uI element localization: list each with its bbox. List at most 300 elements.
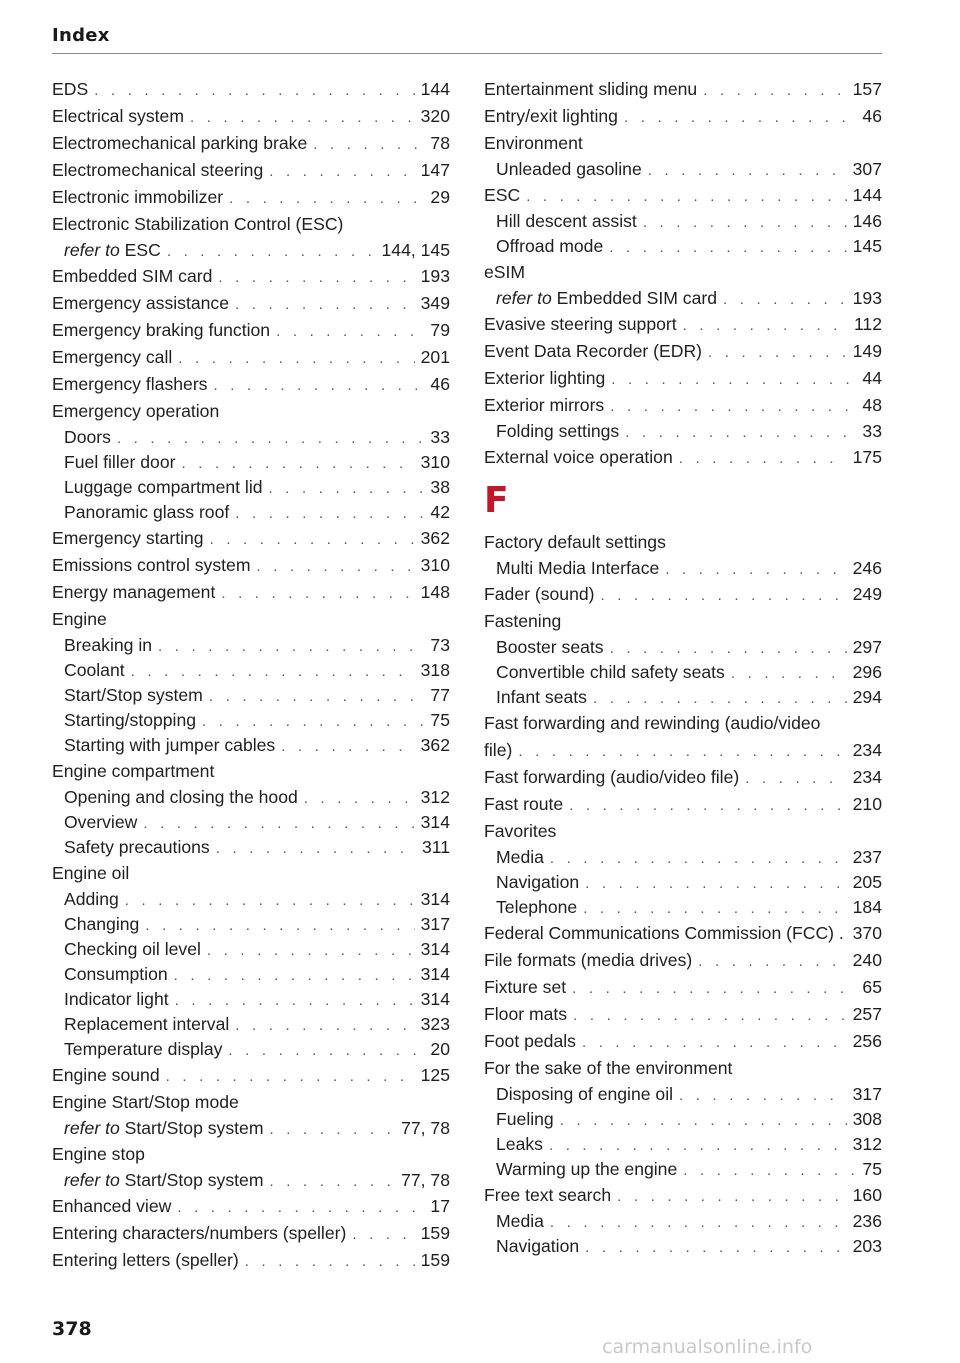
page-ref: 112 xyxy=(853,314,882,334)
entry-text: Free text search xyxy=(484,1185,612,1205)
entry-text: Folding settings xyxy=(496,421,620,441)
dot-leader xyxy=(679,445,847,471)
index-subentry xyxy=(484,1234,882,1259)
page-ref: 257 xyxy=(852,1004,882,1024)
dot-leader xyxy=(235,501,424,525)
index-entry xyxy=(484,947,882,974)
dot-leader xyxy=(610,636,847,660)
dot-leader xyxy=(213,372,424,398)
page-ref: 33 xyxy=(862,421,882,441)
index-subentry xyxy=(52,633,450,658)
entry-text: Telephone xyxy=(496,897,578,917)
index-subentry xyxy=(484,895,882,920)
index-subentry xyxy=(484,209,882,234)
dot-leader xyxy=(281,734,414,758)
entry-text: Enhanced view xyxy=(52,1196,172,1216)
index-subentry xyxy=(484,1132,882,1157)
index-entry xyxy=(52,1062,450,1089)
entry-text: Emergency call xyxy=(52,347,173,367)
index-subentry xyxy=(52,1116,450,1141)
dot-leader xyxy=(648,158,847,182)
entry-text: Navigation xyxy=(496,1236,580,1256)
dot-leader xyxy=(207,938,415,962)
dot-leader xyxy=(569,792,846,818)
page-ref: 48 xyxy=(862,395,882,415)
dot-leader xyxy=(269,1117,395,1141)
entry-text: ESC xyxy=(124,240,161,260)
entry-text: Emergency flashers xyxy=(52,374,208,394)
entry-text: EDS xyxy=(52,79,89,99)
page-ref: 148 xyxy=(420,582,450,602)
dot-leader xyxy=(229,185,424,211)
dot-leader xyxy=(167,239,376,263)
entry-text: Emissions control system xyxy=(52,555,251,575)
page-ref: 308 xyxy=(852,1109,882,1129)
dot-leader xyxy=(610,393,856,419)
entry-text: Electromechanical parking brake xyxy=(52,133,308,153)
index-heading: Favorites xyxy=(484,821,557,841)
entry-text: Entering letters (speller) xyxy=(52,1250,239,1270)
page-ref: 312 xyxy=(420,787,450,807)
page-ref: 46 xyxy=(430,374,450,394)
page-ref: 144 xyxy=(420,79,450,99)
page-ref: 78 xyxy=(430,133,450,153)
page-ref: 46 xyxy=(862,106,882,126)
index-subentry xyxy=(52,425,450,450)
page-ref: 234 xyxy=(852,740,882,760)
dot-leader xyxy=(210,526,415,552)
index-subentry xyxy=(52,733,450,758)
page-ref: 317 xyxy=(852,1084,882,1104)
entry-text: Entering characters/numbers (speller) xyxy=(52,1223,347,1243)
page-ref: 314 xyxy=(420,889,450,909)
page-ref: 38 xyxy=(430,477,450,497)
entry-text: Emergency assistance xyxy=(52,293,229,313)
index-entry xyxy=(52,76,450,103)
page-ref: 44 xyxy=(862,368,882,388)
page-ref: 75 xyxy=(430,710,450,730)
page-ref: 249 xyxy=(852,584,882,604)
dot-leader xyxy=(550,846,847,870)
entry-text: Opening and closing the hood xyxy=(64,787,298,807)
index-heading: Fast forwarding and rewinding (audio/video xyxy=(484,713,821,733)
entry-text: Entry/exit lighting xyxy=(484,106,618,126)
index-subentry xyxy=(484,157,882,182)
entry-text: Fueling xyxy=(496,1109,554,1129)
dot-leader xyxy=(625,420,856,444)
index-subentry xyxy=(52,475,450,500)
entry-text: Embedded SIM card xyxy=(556,288,718,308)
dot-leader xyxy=(235,1013,414,1037)
dot-leader xyxy=(550,1210,847,1234)
entry-text: Disposing of engine oil xyxy=(496,1084,674,1104)
dot-leader xyxy=(94,77,414,103)
entry-text: Safety precautions xyxy=(64,837,210,857)
index-subentry xyxy=(52,658,450,683)
page-ref: 175 xyxy=(852,447,882,467)
dot-leader xyxy=(593,686,847,710)
dot-leader xyxy=(125,888,415,912)
entry-text: Multi Media Interface xyxy=(496,558,660,578)
index-heading: Engine stop xyxy=(52,1144,145,1164)
page-ref: 314 xyxy=(420,812,450,832)
index-heading: Electronic Stabilization Control (ESC) xyxy=(52,214,344,234)
dot-leader xyxy=(683,1158,856,1182)
index-entry xyxy=(484,392,882,419)
index-heading: Engine Start/Stop mode xyxy=(52,1092,239,1112)
refer-to-label: refer to xyxy=(64,1118,120,1138)
entry-text: Unleaded gasoline xyxy=(496,159,642,179)
entry-text: Booster seats xyxy=(496,637,604,657)
entry-text: Embedded SIM card xyxy=(52,266,213,286)
index-entry xyxy=(52,157,450,184)
dot-leader xyxy=(745,765,846,791)
dot-leader xyxy=(158,634,424,658)
index-entry xyxy=(484,1182,882,1209)
dot-leader xyxy=(703,77,846,103)
index-entry xyxy=(52,263,450,290)
dot-leader xyxy=(352,1221,414,1247)
page-ref: 65 xyxy=(862,977,882,997)
index-subentry xyxy=(52,785,450,810)
dot-leader xyxy=(143,811,414,835)
page-ref: 193 xyxy=(852,288,882,308)
entry-text: Coolant xyxy=(64,660,125,680)
page-ref: 307 xyxy=(852,159,882,179)
dot-leader xyxy=(643,210,847,234)
page-ref: 20 xyxy=(430,1039,450,1059)
dot-leader xyxy=(665,557,846,581)
index-subentry xyxy=(52,835,450,860)
index-subentry xyxy=(52,987,450,1012)
page-ref: 311 xyxy=(421,837,450,857)
dot-leader xyxy=(177,1194,424,1220)
index-entry xyxy=(52,1220,450,1247)
dot-leader xyxy=(166,1063,415,1089)
page-ref: 314 xyxy=(420,939,450,959)
page-ref: 203 xyxy=(852,1236,882,1256)
entry-text: Replacement interval xyxy=(64,1014,230,1034)
index-entry xyxy=(52,344,450,371)
page-ref: 17 xyxy=(430,1196,450,1216)
index-heading: For the sake of the environment xyxy=(484,1058,733,1078)
page-ref: 77 xyxy=(430,685,450,705)
index-subentry xyxy=(52,683,450,708)
page-ref: 297 xyxy=(852,637,882,657)
index-subentry xyxy=(484,1209,882,1234)
index-entry xyxy=(52,1193,450,1220)
page-ref: 157 xyxy=(852,79,882,99)
dot-leader xyxy=(181,451,414,475)
index-entry xyxy=(484,791,882,818)
index-entry xyxy=(484,764,882,791)
entry-text: Overview xyxy=(64,812,138,832)
entry-text: Convertible child safety seats xyxy=(496,662,725,682)
page-ref: 237 xyxy=(852,847,882,867)
entry-text: External voice operation xyxy=(484,447,673,467)
index-subentry xyxy=(52,450,450,475)
page-ref: 193 xyxy=(420,266,450,286)
dot-leader xyxy=(582,1029,847,1055)
dot-leader xyxy=(679,1083,847,1107)
dot-leader xyxy=(178,345,414,371)
dot-leader xyxy=(117,426,424,450)
entry-text: Doors xyxy=(64,427,111,447)
dot-leader xyxy=(145,913,414,937)
entry-text: Fast forwarding (audio/video file) xyxy=(484,767,740,787)
index-subentry xyxy=(484,1157,882,1182)
index-entry xyxy=(52,290,450,317)
dot-leader xyxy=(583,896,846,920)
index-section-letter: F xyxy=(484,480,509,521)
page-ref: 205 xyxy=(852,872,882,892)
entry-text: File formats (media drives) xyxy=(484,950,693,970)
page-ref: 210 xyxy=(852,794,882,814)
index-column-left xyxy=(52,76,450,1274)
dot-leader xyxy=(218,264,414,290)
page-ref: 184 xyxy=(852,897,882,917)
index-subentry xyxy=(484,635,882,660)
dot-leader xyxy=(245,1248,415,1274)
index-heading: Engine compartment xyxy=(52,761,215,781)
entry-text: Starting/stopping xyxy=(64,710,197,730)
dot-leader xyxy=(723,287,847,311)
dot-leader xyxy=(313,131,424,157)
entry-text: file) xyxy=(484,740,513,760)
entry-text: Navigation xyxy=(496,872,580,892)
refer-to-label: refer to xyxy=(64,1170,120,1190)
entry-text: Changing xyxy=(64,914,140,934)
entry-text: Start/Stop system xyxy=(124,1118,264,1138)
entry-text: Warming up the engine xyxy=(496,1159,678,1179)
entry-text: Energy management xyxy=(52,582,216,602)
dot-leader xyxy=(256,553,414,579)
dot-leader xyxy=(276,318,424,344)
dot-leader xyxy=(216,836,416,860)
entry-text: Entertainment sliding menu xyxy=(484,79,698,99)
index-entry xyxy=(52,184,450,211)
page-ref: 77, 78 xyxy=(401,1170,450,1190)
index-subentry xyxy=(52,1168,450,1193)
entry-text: Temperature display xyxy=(64,1039,223,1059)
index-subentry xyxy=(52,1012,450,1037)
entry-text: Panoramic glass roof xyxy=(64,502,230,522)
page-ref: 362 xyxy=(420,735,450,755)
dot-leader xyxy=(683,312,848,338)
index-heading: Engine xyxy=(52,609,107,629)
entry-text: Electrical system xyxy=(52,106,184,126)
page-ref: 42 xyxy=(430,502,450,522)
index-entry xyxy=(484,581,882,608)
entry-text: Fader (sound) xyxy=(484,584,595,604)
page-ref: 370 xyxy=(852,923,882,943)
index-subentry xyxy=(484,234,882,259)
refer-to-label: refer to xyxy=(496,288,552,308)
index-subentry xyxy=(484,845,882,870)
index-entry xyxy=(484,103,882,130)
index-entry xyxy=(484,1001,882,1028)
entry-text: Media xyxy=(496,847,544,867)
index-subentry xyxy=(484,1082,882,1107)
dot-leader xyxy=(708,339,847,365)
index-heading: Engine oil xyxy=(52,863,130,883)
index-subentry xyxy=(52,500,450,525)
dot-leader xyxy=(131,659,415,683)
entry-text: Breaking in xyxy=(64,635,153,655)
page-title: Index xyxy=(52,25,110,46)
index-subentry xyxy=(484,1107,882,1132)
index-subentry xyxy=(52,1037,450,1062)
entry-text: Offroad mode xyxy=(496,236,604,256)
dot-leader xyxy=(560,1108,847,1132)
dot-leader xyxy=(174,963,415,987)
dot-leader xyxy=(269,158,414,184)
dot-leader xyxy=(202,709,424,733)
index-heading: Emergency operation xyxy=(52,401,220,421)
entry-text: Fast route xyxy=(484,794,564,814)
index-entry xyxy=(484,311,882,338)
page-ref: 147 xyxy=(420,160,450,180)
index-subentry xyxy=(52,962,450,987)
index-entry xyxy=(484,1028,882,1055)
entry-text: Consumption xyxy=(64,964,168,984)
entry-text: Fuel filler door xyxy=(64,452,176,472)
page-ref: 294 xyxy=(852,687,882,707)
index-entry xyxy=(484,920,882,947)
index-entry xyxy=(52,103,450,130)
entry-text: Federal Communications Commission (FCC) . xyxy=(484,923,844,943)
index-entry xyxy=(484,737,882,764)
dot-leader xyxy=(304,786,415,810)
dot-leader xyxy=(572,975,856,1001)
dot-leader xyxy=(269,1169,395,1193)
dot-leader xyxy=(601,582,847,608)
page-ref: 240 xyxy=(852,950,882,970)
page-ref: 234 xyxy=(852,767,882,787)
entry-text: Start/Stop system xyxy=(124,1170,264,1190)
entry-text: Engine sound xyxy=(52,1065,160,1085)
index-entry xyxy=(484,444,882,471)
dot-leader xyxy=(698,948,846,974)
entry-text: Emergency starting xyxy=(52,528,204,548)
index-entry xyxy=(484,365,882,392)
page-ref: 246 xyxy=(852,558,882,578)
index-heading: eSIM xyxy=(484,262,526,282)
page-header xyxy=(52,22,882,54)
dot-leader xyxy=(611,366,856,392)
index-subentry xyxy=(484,286,882,311)
entry-text: Start/Stop system xyxy=(64,685,203,705)
entry-text: Exterior mirrors xyxy=(484,395,605,415)
index-subentry xyxy=(52,238,450,263)
page-number: 378 xyxy=(52,1318,92,1340)
index-heading: Fastening xyxy=(484,611,562,631)
page-ref: 236 xyxy=(852,1211,882,1231)
index-subentry xyxy=(484,419,882,444)
page-ref: 29 xyxy=(430,187,450,207)
index-heading: Environment xyxy=(484,133,583,153)
dot-leader xyxy=(585,1235,847,1259)
dot-leader xyxy=(609,235,846,259)
entry-text: Leaks xyxy=(496,1134,543,1154)
page-ref: 312 xyxy=(852,1134,882,1154)
page-ref: 320 xyxy=(420,106,450,126)
index-subentry xyxy=(484,685,882,710)
index-entry xyxy=(484,338,882,365)
page-ref: 159 xyxy=(420,1223,450,1243)
page-ref: 146 xyxy=(852,211,882,231)
entry-text: Evasive steering support xyxy=(484,314,677,334)
dot-leader xyxy=(235,291,415,317)
dot-leader xyxy=(269,476,425,500)
index-subentry xyxy=(484,870,882,895)
page-ref: 75 xyxy=(862,1159,882,1179)
dot-leader xyxy=(190,104,415,130)
dot-leader xyxy=(518,738,846,764)
index-subentry xyxy=(52,708,450,733)
watermark: carmanualsonline.info xyxy=(602,1336,813,1358)
entry-text: Fixture set xyxy=(484,977,567,997)
page-ref: 310 xyxy=(420,555,450,575)
page-ref: 77, 78 xyxy=(401,1118,450,1138)
index-column-right xyxy=(484,76,882,1259)
dot-leader xyxy=(175,988,415,1012)
index-subentry xyxy=(52,912,450,937)
index-entry xyxy=(484,974,882,1001)
index-subentry xyxy=(52,810,450,835)
page-ref: 144 xyxy=(852,185,882,205)
index-subentry xyxy=(484,556,882,581)
index-entry xyxy=(52,371,450,398)
page-ref: 125 xyxy=(420,1065,450,1085)
page-ref: 33 xyxy=(430,427,450,447)
entry-text: ESC xyxy=(484,185,521,205)
page-ref: 296 xyxy=(852,662,882,682)
page-ref: 318 xyxy=(420,660,450,680)
entry-text: Foot pedals xyxy=(484,1031,576,1051)
index-subentry xyxy=(52,937,450,962)
dot-leader xyxy=(209,684,425,708)
entry-text: Starting with jumper cables xyxy=(64,735,276,755)
entry-text: Electromechanical steering xyxy=(52,160,264,180)
page-ref: 149 xyxy=(852,341,882,361)
entry-text: Exterior lighting xyxy=(484,368,606,388)
entry-text: Emergency braking function xyxy=(52,320,271,340)
dot-leader xyxy=(221,580,414,606)
index-entry xyxy=(52,579,450,606)
dot-leader xyxy=(573,1002,847,1028)
entry-text: Electronic immobilizer xyxy=(52,187,224,207)
page-ref: 349 xyxy=(420,293,450,313)
page-ref: 314 xyxy=(420,964,450,984)
entry-text: Hill descent assist xyxy=(496,211,637,231)
page-ref: 201 xyxy=(420,347,450,367)
entry-text: Adding xyxy=(64,889,119,909)
dot-leader xyxy=(228,1038,424,1062)
index-subentry xyxy=(484,660,882,685)
index-entry xyxy=(484,182,882,209)
entry-text: Event Data Recorder (EDR) xyxy=(484,341,703,361)
dot-leader xyxy=(526,183,846,209)
dot-leader xyxy=(731,661,847,685)
index-subentry xyxy=(52,887,450,912)
page-ref: 144, 145 xyxy=(381,240,450,260)
index-entry xyxy=(52,1247,450,1274)
index-entry xyxy=(52,130,450,157)
page-ref: 317 xyxy=(420,914,450,934)
entry-text: Media xyxy=(496,1211,544,1231)
entry-text: Indicator light xyxy=(64,989,169,1009)
